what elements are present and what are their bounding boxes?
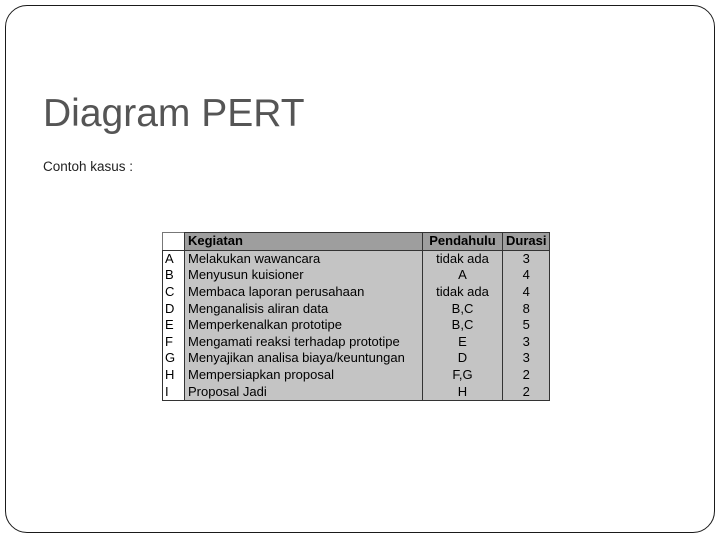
row-key: I bbox=[163, 383, 185, 400]
row-activity: Mempersiapkan proposal bbox=[185, 367, 423, 384]
row-activity: Mengamati reaksi terhadap prototipe bbox=[185, 334, 423, 351]
table-row bbox=[163, 284, 550, 301]
row-duration: 2 bbox=[503, 367, 550, 384]
row-predecessor: tidak ada bbox=[423, 250, 503, 267]
row-duration: 3 bbox=[503, 334, 550, 351]
row-duration: 4 bbox=[503, 284, 550, 301]
row-predecessor: E bbox=[423, 334, 503, 351]
table-row bbox=[163, 250, 550, 267]
table-row bbox=[163, 300, 550, 317]
header-predecessor: Pendahulu bbox=[423, 233, 503, 251]
row-duration: 4 bbox=[503, 267, 550, 284]
row-duration: 8 bbox=[503, 300, 550, 317]
slide-subtitle: Contoh kasus : bbox=[43, 159, 134, 174]
row-key: C bbox=[163, 284, 185, 301]
table-row bbox=[163, 334, 550, 351]
row-key: B bbox=[163, 267, 185, 284]
row-key: F bbox=[163, 334, 185, 351]
row-key: E bbox=[163, 317, 185, 334]
table-header-row bbox=[163, 233, 550, 251]
row-activity: Menyajikan analisa biaya/keuntungan bbox=[185, 350, 423, 367]
header-duration: Durasi bbox=[503, 233, 550, 251]
slide-title: Diagram PERT bbox=[43, 92, 305, 135]
row-activity: Menyusun kuisioner bbox=[185, 267, 423, 284]
row-key: H bbox=[163, 367, 185, 384]
table-row bbox=[163, 317, 550, 334]
table-row bbox=[163, 350, 550, 367]
row-predecessor: F,G bbox=[423, 367, 503, 384]
header-activity: Kegiatan bbox=[185, 233, 423, 251]
row-duration: 2 bbox=[503, 383, 550, 400]
row-activity: Membaca laporan perusahaan bbox=[185, 284, 423, 301]
row-duration: 3 bbox=[503, 350, 550, 367]
row-key: G bbox=[163, 350, 185, 367]
row-predecessor: D bbox=[423, 350, 503, 367]
pert-activity-table bbox=[162, 232, 550, 401]
row-predecessor: tidak ada bbox=[423, 284, 503, 301]
row-duration: 3 bbox=[503, 250, 550, 267]
row-predecessor: B,C bbox=[423, 317, 503, 334]
table-row bbox=[163, 267, 550, 284]
row-key: A bbox=[163, 250, 185, 267]
row-activity: Menganalisis aliran data bbox=[185, 300, 423, 317]
row-activity: Melakukan wawancara bbox=[185, 250, 423, 267]
row-predecessor: A bbox=[423, 267, 503, 284]
header-key bbox=[163, 233, 185, 251]
row-key: D bbox=[163, 300, 185, 317]
row-activity: Proposal Jadi bbox=[185, 383, 423, 400]
row-predecessor: B,C bbox=[423, 300, 503, 317]
row-predecessor: H bbox=[423, 383, 503, 400]
table-row bbox=[163, 383, 550, 400]
row-activity: Memperkenalkan prototipe bbox=[185, 317, 423, 334]
row-duration: 5 bbox=[503, 317, 550, 334]
table-row bbox=[163, 367, 550, 384]
